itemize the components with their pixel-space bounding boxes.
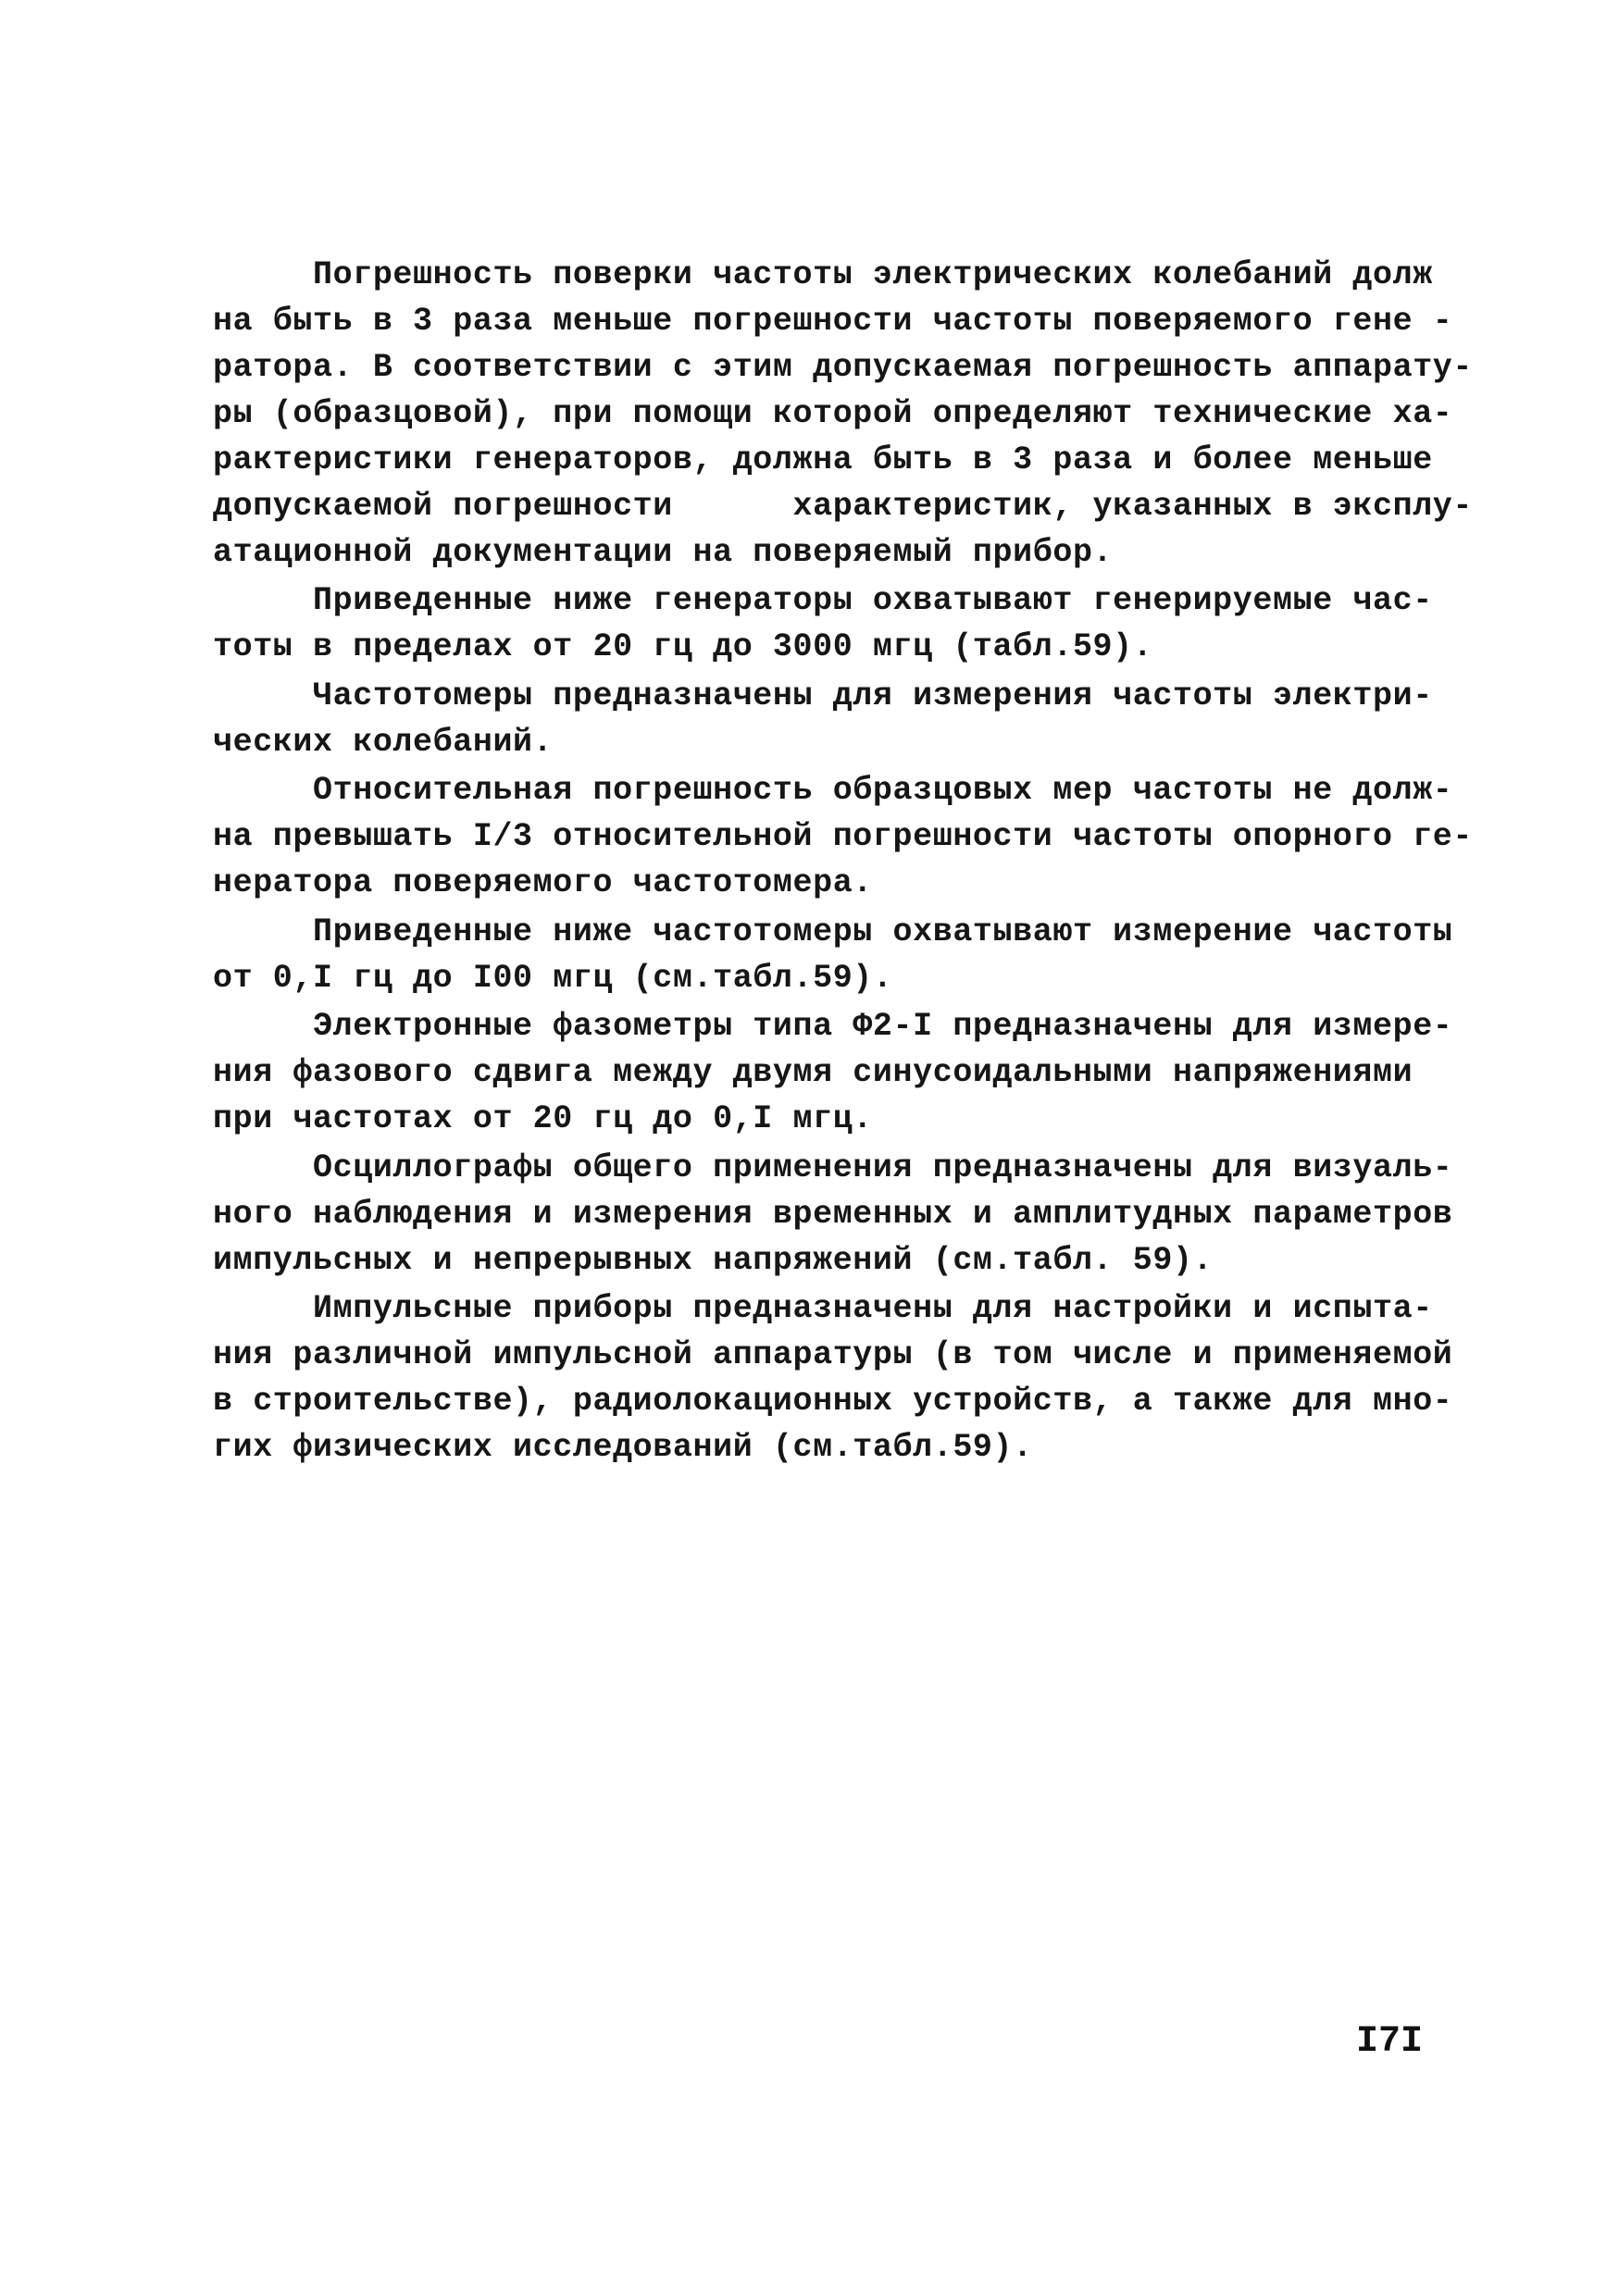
text-line: на превышать I/3 относительной погрешности частоты опорного ге- [213, 818, 1474, 855]
text-line: Частотомеры предназначены для измерения частоты электри- [213, 677, 1433, 714]
text-line: импульсных и непрерывных напряжений (см.табл. 59). [213, 1242, 1214, 1279]
text-line: допускаемой погрешности характеристик, указанных в эксплу- [213, 488, 1474, 525]
text-line: тоты в пределах от 20 гц до 3000 мгц (табл.59). [213, 628, 1153, 665]
text-line: от 0,I гц до I00 мгц (см.табл.59). [213, 960, 893, 997]
text-line: рактеристики генераторов, должна быть в 3 раза и более меньше [213, 441, 1433, 478]
text-line: ратора. В соответствии с этим допускаемая погрешность аппарату- [213, 349, 1474, 386]
text-line: нератора поверяемого частотомера. [213, 864, 873, 901]
text-line: Относительная погрешность образцовых мер частоты не долж- [213, 772, 1453, 809]
text-line: ного наблюдения и измерения временных и амплитудных параметров [213, 1196, 1453, 1233]
text-line: ры (образцовой), при помощи которой определяют технические ха- [213, 395, 1453, 432]
text-line: Приведенные ниже частотомеры охватывают измерение частоты [213, 913, 1453, 950]
text-line: ния различной импульсной аппаратуры (в том числе и применяемой [213, 1336, 1453, 1373]
text-line: атационной документации на поверяемый прибор. [213, 534, 1114, 571]
text-line: Осциллографы общего применения предназначены для визуаль- [213, 1149, 1453, 1186]
text-line: Электронные фазометры типа Ф2-I предназначены для измере- [213, 1008, 1453, 1045]
text-line: ческих колебаний. [213, 724, 554, 761]
text-line: в строительстве), радиолокационных устройств, а также для мно- [213, 1383, 1453, 1420]
page-number: I7I [1356, 2021, 1424, 2063]
text-line: Импульсные приборы предназначены для настройки и испыта- [213, 1290, 1433, 1327]
text-line: ния фазового сдвига между двумя синусоидальными напряжениями [213, 1054, 1414, 1091]
text-line: при частотах от 20 гц до 0,I мгц. [213, 1100, 873, 1137]
text-line: на быть в 3 раза меньше погрешности частоты поверяемого гене - [213, 303, 1453, 340]
text-line: гих физических исследований (см.табл.59). [213, 1429, 1033, 1466]
text-line: Приведенные ниже генераторы охватывают генерируемые час- [213, 582, 1433, 619]
text-line: Погрешность поверки частоты электрических колебаний долж [213, 256, 1433, 293]
